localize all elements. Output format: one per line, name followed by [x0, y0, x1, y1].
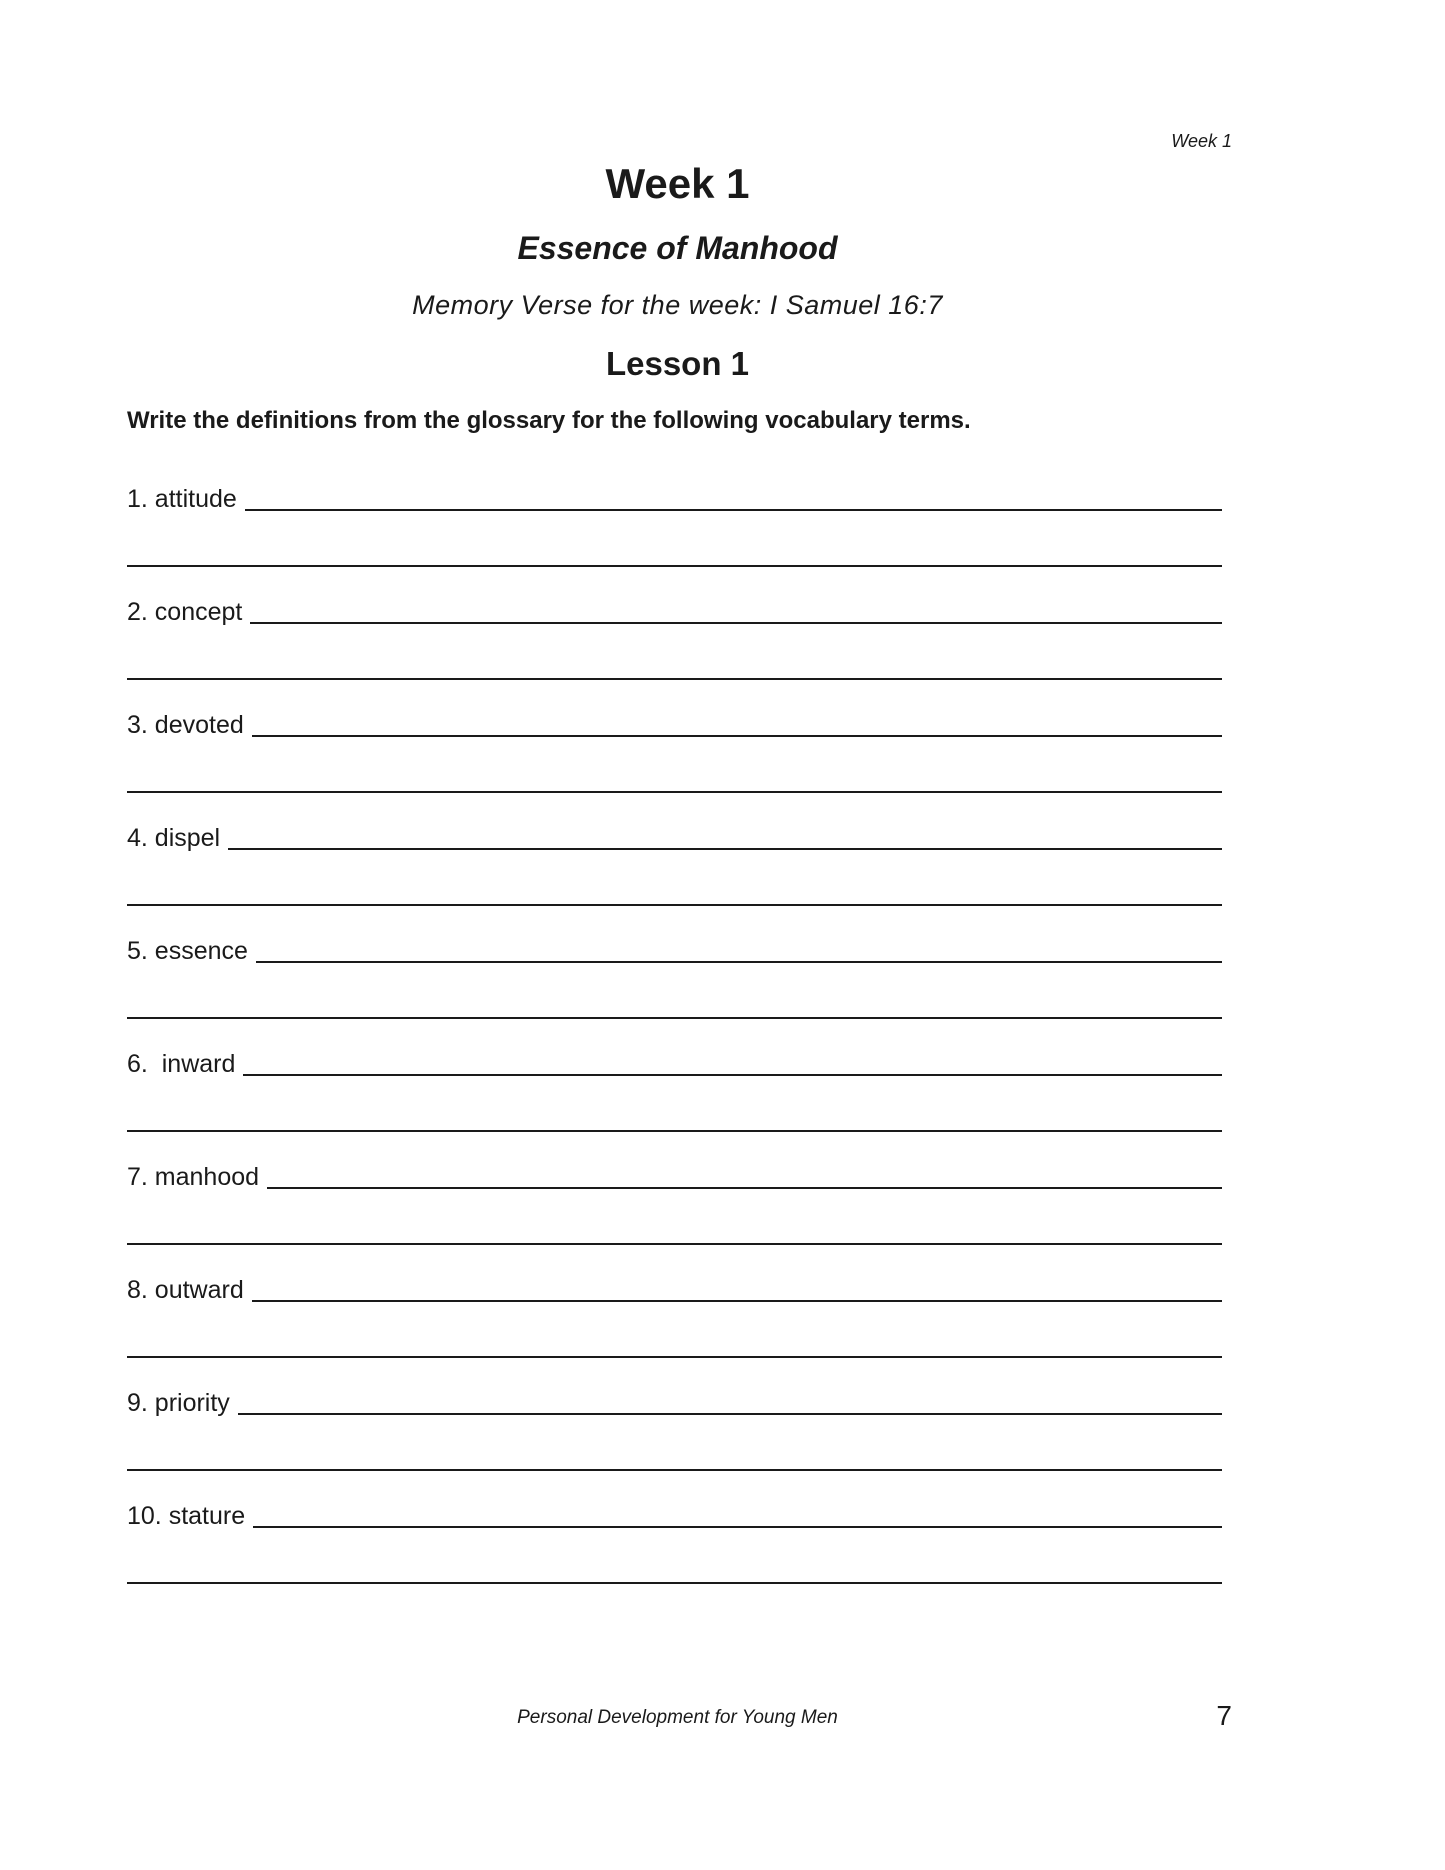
answer-line[interactable] — [127, 1356, 1222, 1358]
answer-line[interactable] — [252, 1300, 1222, 1302]
lesson-title: Lesson 1 — [605, 345, 750, 382]
vocab-term: 4. dispel — [127, 824, 221, 852]
vocab-term: 6. inward — [127, 1050, 236, 1078]
vocab-term: 9. priority — [127, 1389, 230, 1417]
answer-line[interactable] — [127, 678, 1222, 680]
vocab-term: 7. manhood — [127, 1163, 260, 1191]
vocab-item — [127, 1497, 1222, 1610]
answer-line[interactable] — [127, 1017, 1222, 1019]
vocab-item — [127, 1158, 1222, 1271]
answer-line[interactable] — [253, 1526, 1222, 1528]
vocab-item — [127, 593, 1222, 706]
vocab-item — [127, 1045, 1222, 1158]
instructions: Write the definitions from the glossary for the following vocabulary terms. — [127, 407, 971, 434]
page-number: 7 — [1216, 1700, 1232, 1731]
vocab-term: 1. attitude — [127, 485, 237, 513]
vocab-term: 2. concept — [127, 598, 243, 626]
page-title: Week 1 — [605, 160, 750, 207]
vocab-list — [127, 480, 1222, 1610]
answer-line[interactable] — [267, 1187, 1222, 1189]
answer-line[interactable] — [127, 565, 1222, 567]
answer-line[interactable] — [127, 904, 1222, 906]
answer-line[interactable] — [252, 735, 1222, 737]
answer-line[interactable] — [127, 1243, 1222, 1245]
answer-line[interactable] — [127, 1469, 1222, 1471]
answer-line[interactable] — [238, 1413, 1222, 1415]
answer-line[interactable] — [127, 1130, 1222, 1132]
vocab-term: 3. devoted — [127, 711, 244, 739]
answer-line[interactable] — [228, 848, 1222, 850]
vocab-item — [127, 480, 1222, 593]
running-header: Week 1 — [1171, 131, 1232, 151]
vocab-item — [127, 706, 1222, 819]
vocab-item — [127, 819, 1222, 932]
vocab-item — [127, 1271, 1222, 1384]
memory-verse: Memory Verse for the week: I Samuel 16:7 — [412, 290, 943, 320]
vocab-item — [127, 932, 1222, 1045]
vocab-term: 5. essence — [127, 937, 248, 965]
page-subtitle: Essence of Manhood — [517, 230, 838, 266]
answer-line[interactable] — [256, 961, 1222, 963]
answer-line[interactable] — [127, 791, 1222, 793]
answer-line[interactable] — [127, 1582, 1222, 1584]
answer-line[interactable] — [243, 1074, 1222, 1076]
vocab-term: 10. stature — [127, 1502, 246, 1530]
vocab-term: 8. outward — [127, 1276, 244, 1304]
answer-line[interactable] — [245, 509, 1222, 511]
vocab-item — [127, 1384, 1222, 1497]
footer-book-title: Personal Development for Young Men — [517, 1707, 838, 1728]
answer-line[interactable] — [250, 622, 1222, 624]
